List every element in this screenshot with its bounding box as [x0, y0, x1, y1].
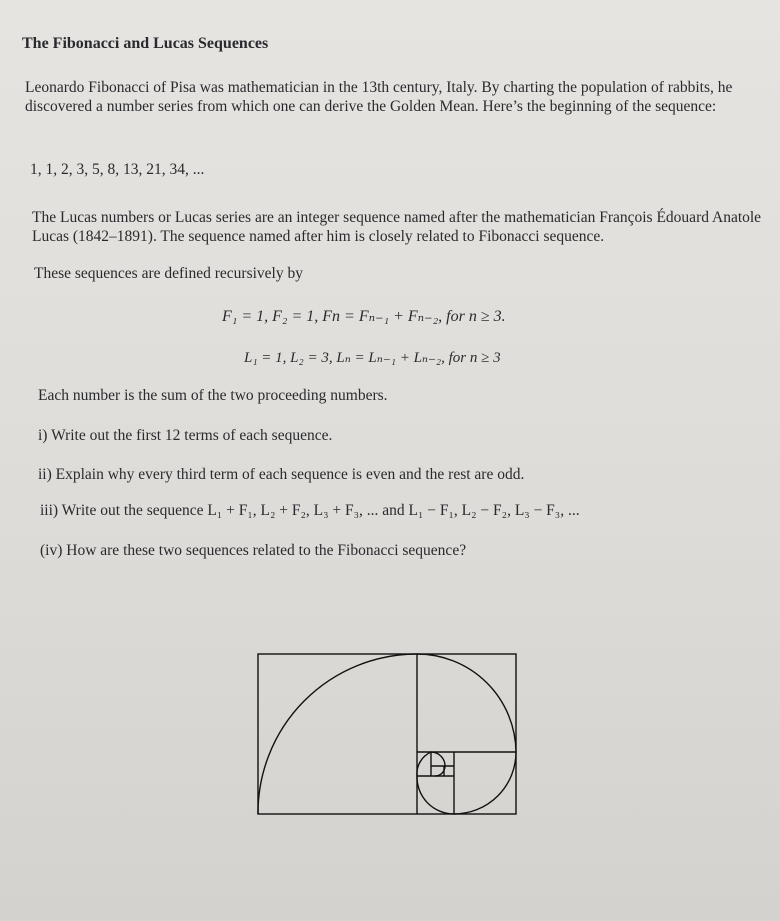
- fibonacci-sequence-text: 1, 1, 2, 3, 5, 8, 13, 21, 34, ...: [30, 161, 205, 178]
- question-1: i) Write out the first 12 terms of each sequence.: [38, 427, 333, 444]
- question-2: ii) Explain why every third term of each sequence is even and the rest are odd.: [38, 466, 525, 483]
- lucas-formula: L₁ = 1, L₂ = 3, Lₙ = Lₙ₋₁ + Lₙ₋₂, for n ≥ 3: [244, 350, 501, 366]
- question-3: iii) Write out the sequence L₁ + F₁, L₂ + F₂, L₃ + F₃, ... and L₁ − F₁, L₂ − F₂, L₃ − F₃, ...: [40, 502, 580, 519]
- spiral-outer-rect: [258, 654, 516, 814]
- recursive-intro: These sequences are defined recursively by: [34, 265, 303, 282]
- fibonacci-formula: F₁ = 1, F₂ = 1, Fn = Fₙ₋₁ + Fₙ₋₂, for n ≥ 3.: [222, 308, 506, 325]
- sum-note: Each number is the sum of the two proceeding numbers.: [38, 387, 388, 404]
- golden-spiral-curve: [258, 654, 516, 814]
- golden-spiral-figure: [257, 653, 519, 817]
- question-4: (iv) How are these two sequences related to the Fibonacci sequence?: [40, 542, 467, 559]
- document-title: The Fibonacci and Lucas Sequences: [22, 35, 269, 52]
- lucas-intro-paragraph: The Lucas numbers or Lucas series are an integer sequence named after the mathematician François Édouard Anatole Lucas (1842–1891). The sequence named after him is closely related to Fibonacci sequence.: [32, 209, 762, 245]
- intro-paragraph: Leonardo Fibonacci of Pisa was mathematician in the 13th century, Italy. By charting the population of rabbits, he discovered a number series from which one can derive the Golden Mean. Here’s the beginning of the sequence:: [25, 79, 733, 115]
